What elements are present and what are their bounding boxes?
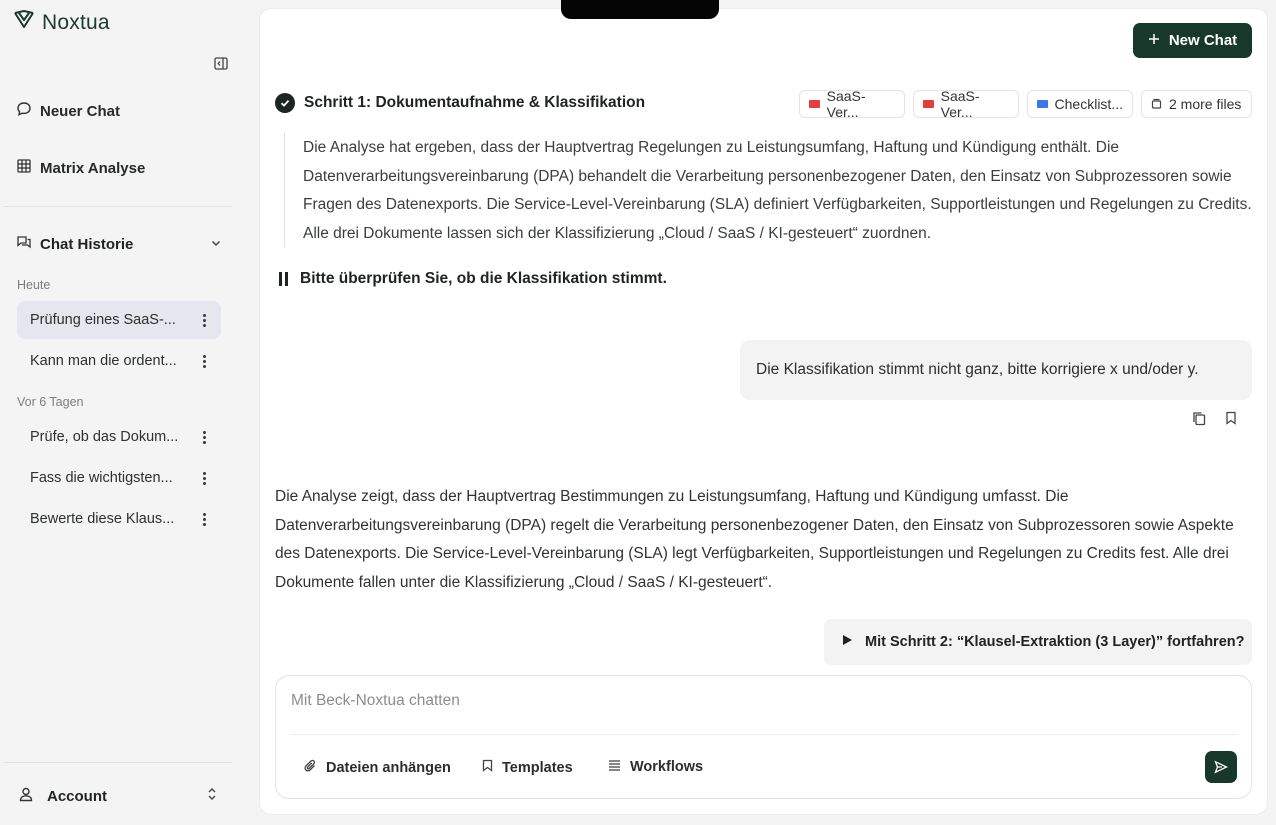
nav-matrix-analyse-label: Matrix Analyse bbox=[40, 159, 146, 177]
chat-history-toggle[interactable] bbox=[16, 234, 222, 254]
sidebar-divider bbox=[4, 762, 232, 763]
composer bbox=[275, 675, 1252, 799]
more-options-icon[interactable] bbox=[197, 355, 211, 368]
pdf-file-icon bbox=[923, 100, 934, 108]
attach-files-button[interactable] bbox=[304, 759, 451, 777]
nav-new-chat-label: Neuer Chat bbox=[40, 102, 121, 120]
bookmark-icon bbox=[1225, 411, 1237, 425]
templates-button[interactable] bbox=[482, 759, 573, 776]
more-options-icon[interactable] bbox=[197, 472, 211, 485]
more-options-icon[interactable] bbox=[197, 314, 211, 327]
brand-name: Noxtua bbox=[42, 10, 110, 34]
doc-file-icon bbox=[1037, 100, 1048, 108]
user-message-text: Die Klassifikation stimmt nicht ganz, bitte korrigiere x und/oder y. bbox=[756, 361, 1199, 378]
chevron-down-icon bbox=[210, 236, 222, 253]
history-item[interactable] bbox=[17, 342, 221, 380]
file-chip[interactable] bbox=[799, 90, 905, 118]
collapse-sidebar-button[interactable] bbox=[212, 54, 230, 72]
history-item[interactable] bbox=[17, 418, 221, 456]
continue-step-button[interactable] bbox=[824, 619, 1252, 665]
chat-bubble-icon bbox=[16, 101, 32, 121]
paused-prompt-text: Bitte überprüfen Sie, ob die Klassifikation stimmt. bbox=[300, 270, 667, 287]
workflows-button[interactable] bbox=[608, 759, 703, 775]
continue-step-label: Mit Schritt 2: “Klausel-Extraktion (3 Layer)” fortfahren? bbox=[865, 634, 1245, 650]
file-chip-label: SaaS-Ver... bbox=[940, 88, 980, 120]
user-icon bbox=[18, 786, 34, 806]
composer-divider bbox=[290, 734, 1238, 735]
sidebar-divider bbox=[4, 206, 232, 207]
nav-new-chat[interactable] bbox=[16, 101, 120, 121]
file-chip-label: Checklist... bbox=[1054, 96, 1123, 112]
paused-prompt bbox=[279, 270, 667, 288]
more-options-icon[interactable] bbox=[197, 431, 211, 444]
account-menu[interactable] bbox=[18, 786, 218, 806]
files-stack-icon bbox=[1151, 96, 1162, 112]
new-chat-button[interactable] bbox=[1133, 23, 1252, 58]
table-icon bbox=[16, 158, 32, 178]
quote-bar bbox=[284, 133, 285, 247]
bookmark-button[interactable] bbox=[1222, 409, 1240, 427]
pdf-file-icon bbox=[809, 100, 820, 108]
sidebar-toggle-icon bbox=[214, 57, 228, 70]
check-circle-icon bbox=[275, 93, 295, 113]
pause-icon bbox=[279, 272, 288, 286]
bookmark-icon bbox=[482, 759, 493, 776]
history-item[interactable] bbox=[17, 500, 221, 538]
step-header[interactable] bbox=[275, 93, 645, 113]
history-item-label: Fass die wichtigsten... bbox=[30, 470, 173, 486]
send-button[interactable] bbox=[1205, 751, 1237, 783]
brand-logo[interactable] bbox=[12, 8, 110, 37]
workflows-label: Workflows bbox=[630, 759, 704, 775]
camera-notch bbox=[561, 0, 719, 19]
step-summary: Die Analyse hat ergeben, dass der Hauptvertrag Regelungen zu Leistungsumfang, Haftung und Kündigung enthält. Die Datenverarbeitungsvereinbarung (DPA) behandelt die Verarbeitung personenbezogener Daten, den Einsatz von Subprozessoren sowie Fragen des Datenexports. Die Service-Level-Vereinbarung (SLA) definiert Verfügbarkeiten, Supportleistungen und Regelungen zu Credits. Alle drei Dokumente lassen sich der Klassifizierung „Cloud / SaaS / KI-gesteuert“ zuordnen. bbox=[303, 139, 1252, 242]
chat-input[interactable] bbox=[291, 692, 1231, 710]
send-icon bbox=[1214, 760, 1228, 774]
history-item-label: Prüfe, ob das Dokum... bbox=[30, 429, 179, 445]
nav-matrix-analyse[interactable] bbox=[16, 158, 145, 178]
more-options-icon[interactable] bbox=[197, 513, 211, 526]
plus-icon bbox=[1148, 32, 1160, 49]
chevron-up-down-icon bbox=[206, 787, 218, 805]
play-icon bbox=[842, 634, 853, 650]
history-item[interactable] bbox=[17, 459, 221, 497]
copy-icon bbox=[1192, 411, 1206, 426]
step-title: Schritt 1: Dokumentaufnahme & Klassifikation bbox=[304, 94, 646, 111]
copy-button[interactable] bbox=[1190, 409, 1208, 427]
account-label: Account bbox=[47, 787, 107, 805]
attach-files-label: Dateien anhängen bbox=[326, 760, 451, 776]
history-item-label: Bewerte diese Klaus... bbox=[30, 511, 175, 527]
more-files-chip[interactable] bbox=[1141, 90, 1252, 118]
user-message-bubble bbox=[740, 340, 1252, 400]
history-item-label: Kann man die ordent... bbox=[30, 353, 177, 369]
sidebar bbox=[0, 0, 250, 825]
history-group-label: Vor 6 Tagen bbox=[17, 395, 84, 409]
file-chip[interactable] bbox=[913, 90, 1019, 118]
assistant-answer: Die Analyse zeigt, dass der Hauptvertrag Bestimmungen zu Leistungsumfang, Haftung und Kündigung umfasst. Die Datenverarbeitungsvereinbarung (DPA) regelt die Verarbeitung personenbezogener Daten, den Einsatz von Subprozessoren sowie Aspekte des Datenexports. Die Service-Level-Vereinbarung (SLA) legt Verfügbarkeiten, Supportleistungen und Regelungen zu Credits fest. Alle drei Dokumente fallen unter die Klassifizierung „Cloud / SaaS / KI-gesteuert“. bbox=[275, 488, 1234, 591]
history-group-label: Heute bbox=[17, 278, 51, 292]
file-chip[interactable] bbox=[1027, 90, 1133, 118]
history-item[interactable] bbox=[17, 301, 221, 339]
file-chip-label: 2 more files bbox=[1169, 96, 1242, 112]
file-chip-label: SaaS-Ver... bbox=[826, 88, 866, 120]
templates-label: Templates bbox=[502, 759, 573, 776]
noxtua-logo-icon bbox=[12, 8, 36, 37]
history-item-label: Prüfung eines SaaS-... bbox=[30, 312, 176, 328]
list-icon bbox=[608, 759, 621, 775]
chat-history-title: Chat Historie bbox=[40, 235, 134, 253]
paperclip-icon bbox=[304, 759, 317, 777]
chat-history-icon bbox=[16, 234, 32, 254]
new-chat-label: New Chat bbox=[1168, 32, 1238, 49]
